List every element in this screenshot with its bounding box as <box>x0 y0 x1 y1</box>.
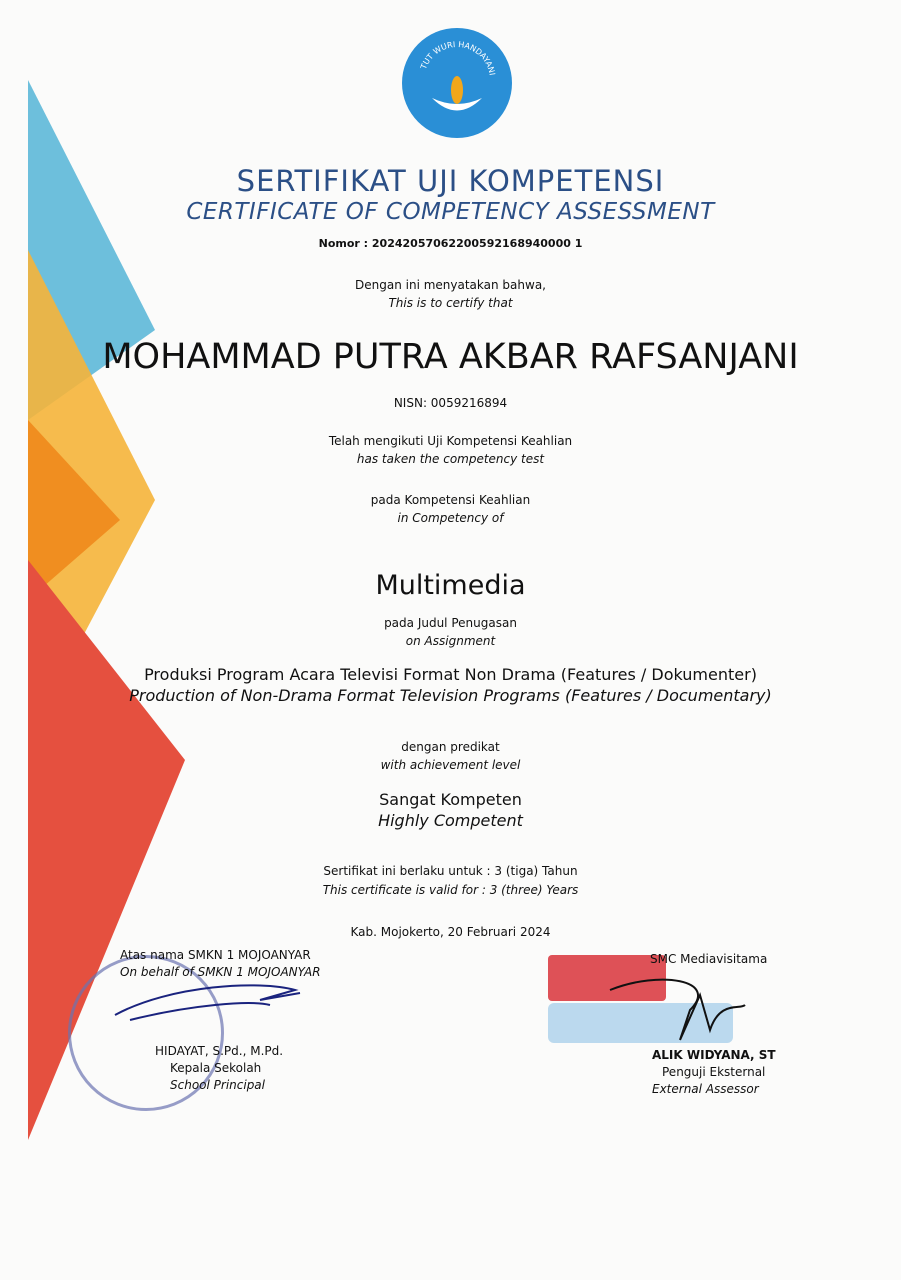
taken-en: has taken the competency test <box>356 452 545 466</box>
nisn: NISN: 0059216894 <box>393 396 508 410</box>
assessor-org: SMC Mediavisitama <box>650 952 768 966</box>
certify-id: Dengan ini menyatakan bahwa, <box>355 278 546 292</box>
recipient-name: MOHAMMAD PUTRA AKBAR RAFSANJANI <box>102 337 799 377</box>
left-on-behalf-id: Atas nama SMKN 1 MOJOANYAR <box>120 948 311 962</box>
tut-wuri-handayani-logo <box>402 28 512 138</box>
svg-text:TUT WURI HANDAYANI: TUT WURI HANDAYANI <box>419 39 497 77</box>
principal-role-en: School Principal <box>170 1078 265 1092</box>
place-date: Kab. Mojokerto, 20 Februari 2024 <box>350 925 551 939</box>
left-on-behalf-en: On behalf of SMKN 1 MOJOANYAR <box>120 965 321 979</box>
comp-en: in Competency of <box>397 511 504 525</box>
title-id: SERTIFIKAT UJI KOMPETENSI <box>236 164 665 198</box>
title-en: CERTIFICATE OF COMPETENCY ASSESSMENT <box>186 199 715 225</box>
valid-id: Sertifikat ini berlaku untuk : 3 (tiga) Tahun <box>323 864 578 878</box>
assignment-en: Production of Non-Drama Format Television Programs (Features / Documentary) <box>129 686 772 705</box>
principal-signature <box>110 975 310 1035</box>
competency: Multimedia <box>375 570 526 601</box>
comp-id: pada Kompetensi Keahlian <box>370 493 531 507</box>
assessor-name: ALIK WIDYANA, ST <box>652 1048 776 1062</box>
principal-role-id: Kepala Sekolah <box>170 1061 262 1075</box>
principal-name: HIDAYAT, S.Pd., M.Pd. <box>155 1044 284 1058</box>
assign-en: on Assignment <box>405 634 496 648</box>
assessor-signature <box>600 970 750 1050</box>
pred-en: with achievement level <box>380 758 521 772</box>
assessor-role-en: External Assessor <box>652 1082 759 1096</box>
certify-en: This is to certify that <box>388 296 513 310</box>
assessor-role-id: Penguji Eksternal <box>662 1065 766 1079</box>
pred-id: dengan predikat <box>401 740 500 754</box>
level-id: Sangat Kompeten <box>379 790 522 809</box>
valid-en: This certificate is valid for : 3 (three) Years <box>322 883 579 897</box>
level-en: Highly Competent <box>378 811 523 830</box>
certificate-number: Nomor : 20242057062200592168940000 1 <box>318 237 583 250</box>
taken-id: Telah mengikuti Uji Kompetensi Keahlian <box>328 434 573 448</box>
assignment-id: Produksi Program Acara Televisi Format Non Drama (Features / Dokumenter) <box>144 665 757 684</box>
assign-id: pada Judul Penugasan <box>384 616 517 630</box>
